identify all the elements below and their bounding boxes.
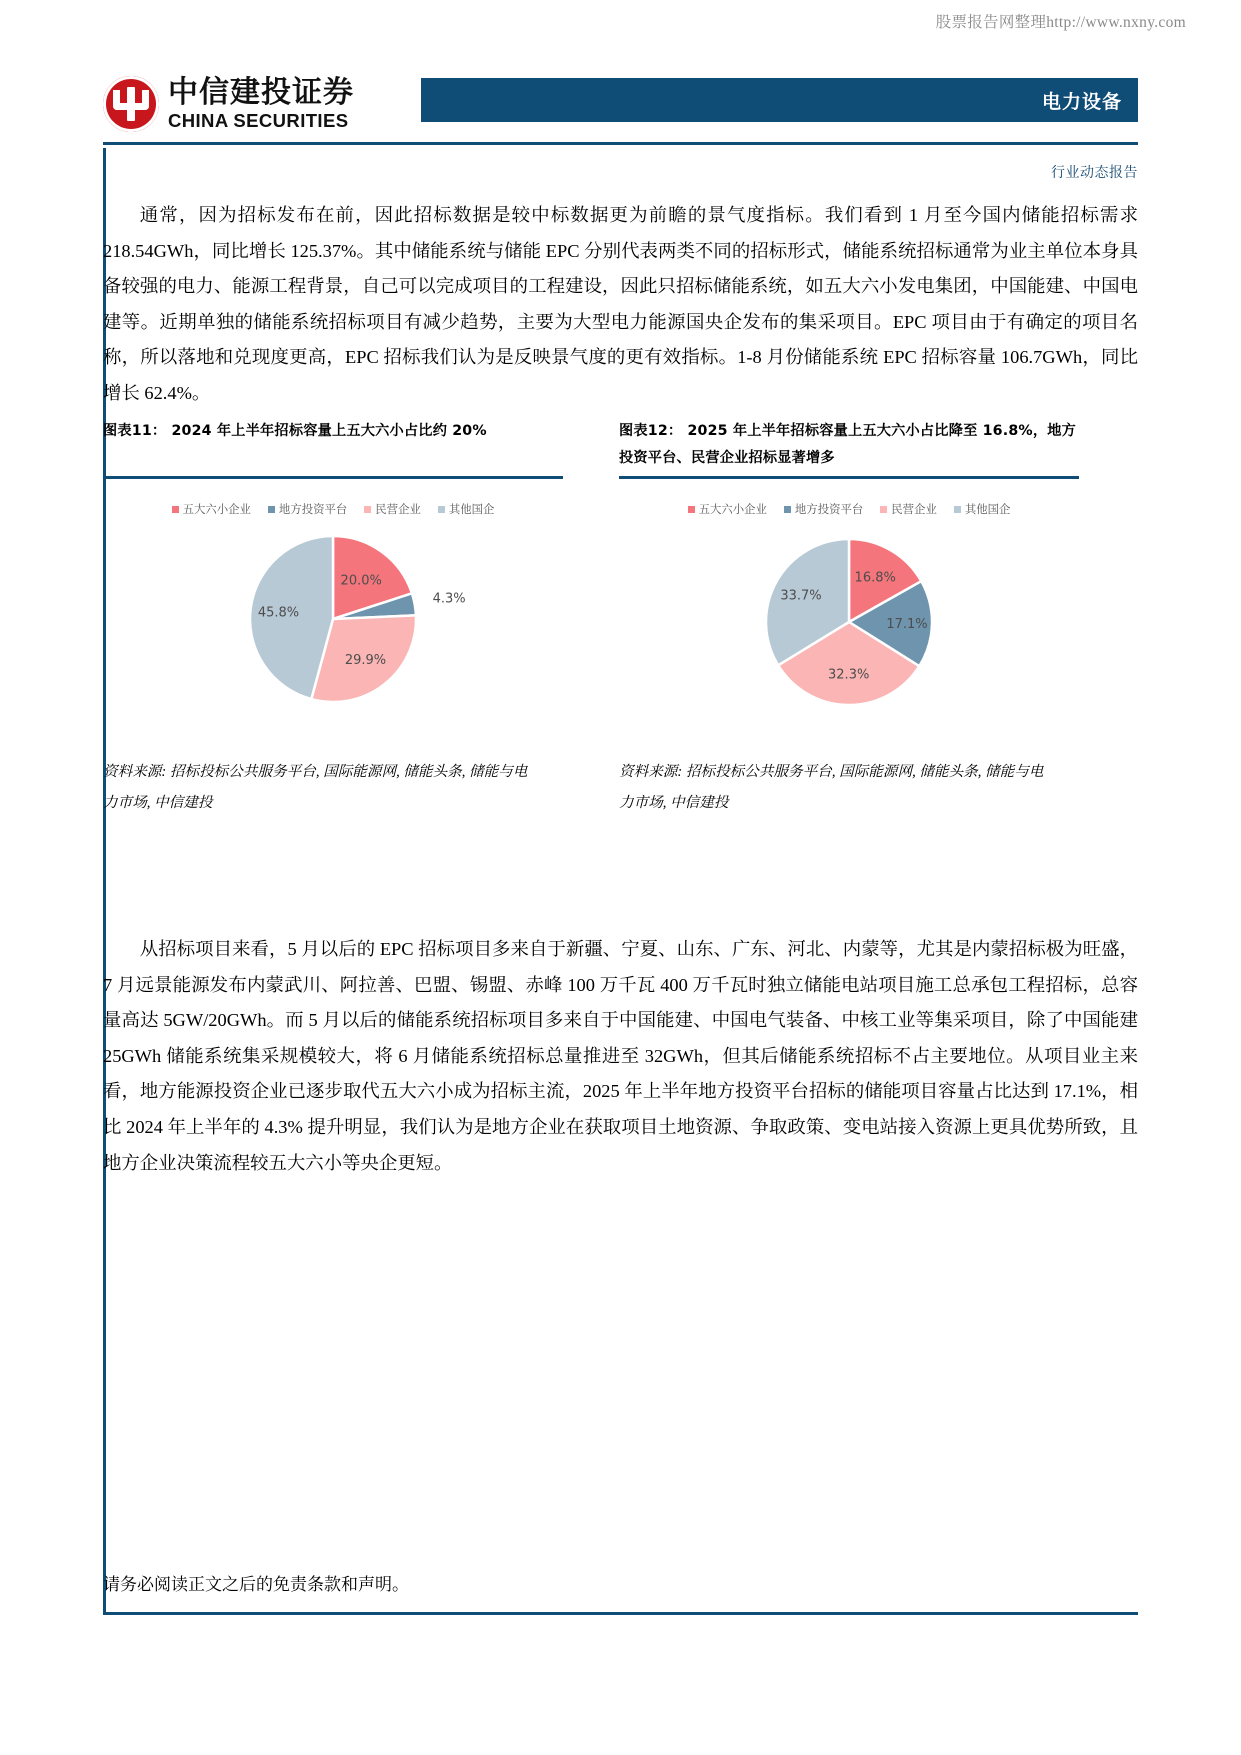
watermark-text: 股票报告网整理http://www.nxny.com [935,14,1186,31]
footer-disclaimer: 请务必阅读正文之后的免责条款和声明。 [103,1575,409,1594]
report-type-label: 行业动态报告 [1051,165,1138,181]
pie-chart-2025 [699,519,999,727]
exhibit-11-number: 图表11： [103,423,167,439]
exhibit-11-caption: 2024 年上半年招标容量上五大六小占比约 20% [171,423,487,439]
paragraph-bottom: 从招标项目来看，5 月以后的 EPC 招标项目多来自于新疆、宁夏、山东、广东、河北、内蒙等，尤其是内蒙招标极为旺盛，7 月远景能源发布内蒙武川、阿拉善、巴盟、锡盟、赤峰 100 万千瓦 400 万千瓦时独立储能电站项目施工总承包工程招标，总容量高达 5GW/20GWh。而 5 月以后的储能系统招标项目多来自于中国能建、中国电气装备、中核工业等集采项目，除了中国能建 25GWh 储能系统集采规模较大，将 6 月储能系统招标总量推进至 32GWh，但其后储能系统招标不占主要地位。从项目业主来看，地方能源投资企业已逐步取代五大六小成为招标主流，2025 年上半年地方投资平台招标的储能项目容量占比达到 17.1%，相比 2024 年上半年的 4.3% 提升明显，我们认为是地方企业在获取项目土地资源、争取政策、变电站接入资源上更具优势所致，且地方企业决策流程较五大六小等央企更短。 [103,939,1138,1173]
legend-label-difang-2: 地方投资平台 [794,502,864,516]
pie-chart-2024 [183,519,483,727]
legend-label-difang: 地方投资平台 [278,502,348,516]
exhibit-11-legend [103,479,563,517]
brand-name-en: CHINA SECURITIES [168,109,349,131]
exhibit-11-source: 资料来源: 招标投标公共服务平台, 国际能源网, 储能头条, 储能与电力市场, 中信建投 [103,764,528,811]
legend-label-minying-2: 民营企业 [891,502,937,516]
legend-item-wudaliuxiao-2 [688,501,767,517]
page-header [103,70,1138,148]
sector-banner [421,78,1138,122]
legend-swatch-minying [364,506,371,513]
exhibit-12-pie-area [619,519,1079,727]
legend-label-qitaguoqi-2: 其他国企 [964,502,1011,516]
legend-label-wudaliuxiao: 五大六小企业 [182,502,251,516]
legend-swatch-qitaguoqi-2 [954,506,961,513]
exhibit-12-number: 图表12： [619,423,683,439]
csc-logo-icon [103,76,159,132]
footer-divider [103,1612,1138,1615]
legend-item-minying-2 [880,501,937,517]
pie-slice-label: 29.9% [344,653,387,669]
legend-swatch-qitaguoqi [438,506,445,513]
exhibit-12-caption: 2025 年上半年招标容量上五大六小占比降至 16.8%，地方投资平台、民营企业招标显著增多 [619,423,1076,466]
brand-name-cn: 中信建投证券 [168,75,354,111]
sector-title: 电力设备 [1041,90,1122,113]
exhibit-12-source: 资料来源: 招标投标公共服务平台, 国际能源网, 储能头条, 储能与电力市场, 中信建投 [619,764,1044,811]
legend-swatch-minying-2 [880,506,887,513]
exhibit-11-chart [103,479,563,747]
legend-label-wudaliuxiao-2: 五大六小企业 [698,502,767,516]
legend-label-qitaguoqi: 其他国企 [448,502,495,516]
legend-swatch-wudaliuxiao-2 [688,506,695,513]
legend-swatch-difang-2 [784,506,791,513]
pie-slice-label: 4.3% [432,591,466,607]
pie-slice-label: 32.3% [828,667,870,683]
exhibits-row [103,418,1138,819]
pie-slice-label: 33.7% [780,588,822,604]
exhibit-12-title [619,418,1079,472]
pie-slice-label: 16.8% [854,570,896,586]
legend-label-minying: 民营企业 [375,502,421,516]
exhibit-12-chart [619,479,1079,747]
paragraph-top: 通常，因为招标发布在前，因此招标数据是较中标数据更为前瞻的景气度指标。我们看到 1 月至今国内储能招标需求 218.54GWh，同比增长 125.37%。其中储能系统与储能 EPC 分别代表两类不同的招标形式，储能系统招标通常为业主单位本身具备较强的电力、能源工程背景，自己可以完成项目的工程建设，因此只招标储能系统，如五大六小发电集团，中国能建、中国电建等。近期单独的储能系统招标项目有减少趋势，主要为大型电力能源国央企发布的集采项目。EPC 项目由于有确定的项目名称，所以落地和兑现度更高，EPC 招标我们认为是反映景气度的更有效指标。1-8 月份储能系统 EPC 招标容量 106.7GWh，同比增长 62.4%。 [103,205,1138,403]
legend-item-qitaguoqi [438,501,495,517]
exhibit-12-legend [619,479,1079,517]
legend-item-difang [268,501,347,517]
exhibit-11-pie-area [103,519,563,727]
pie-slice-label: 20.0% [340,573,382,589]
legend-swatch-difang [268,506,275,513]
exhibit-11 [103,418,563,819]
legend-item-wudaliuxiao [172,501,251,517]
pie-slice-label: 45.8% [257,605,300,621]
legend-item-minying [364,501,421,517]
header-divider [103,142,1138,145]
exhibit-11-title [103,418,563,472]
legend-swatch-wudaliuxiao [172,506,179,513]
exhibit-12 [619,418,1079,819]
legend-item-qitaguoqi-2 [954,501,1011,517]
pie-slice-label: 17.1% [886,616,928,632]
legend-item-difang-2 [784,501,863,517]
brand-logo [103,76,354,132]
